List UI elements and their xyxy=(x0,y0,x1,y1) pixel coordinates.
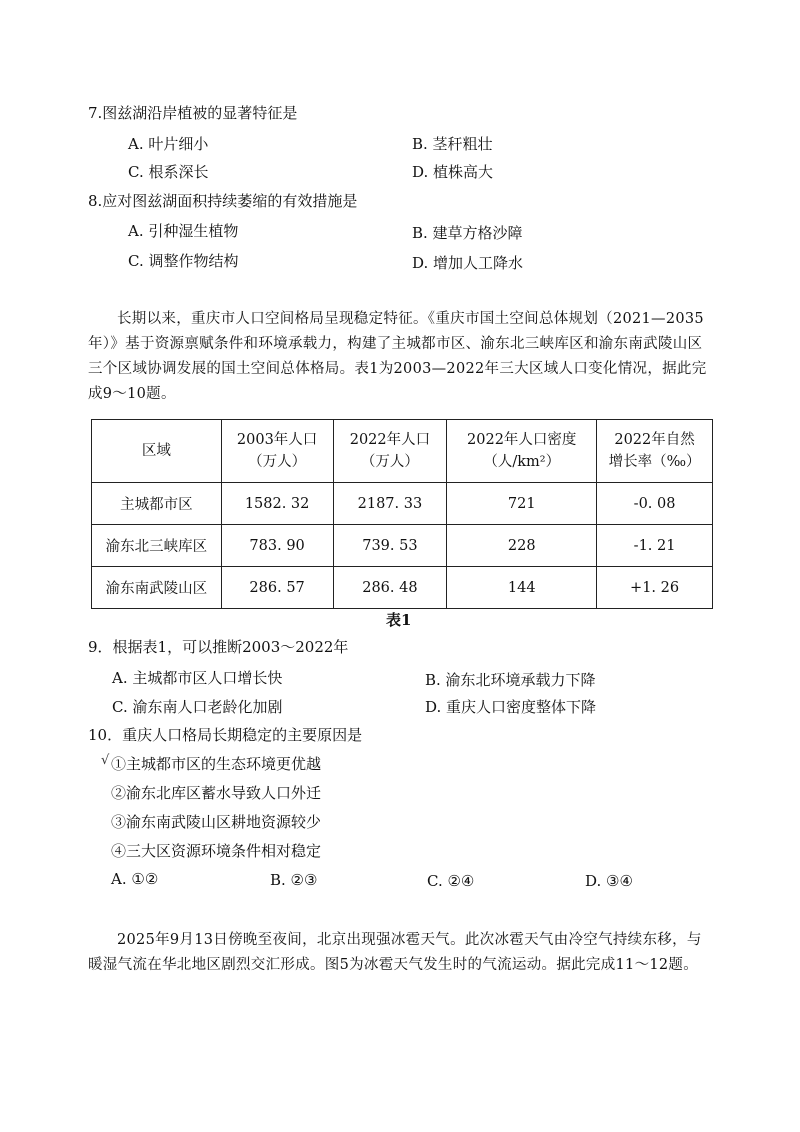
check-mark-icon: √ xyxy=(101,753,110,768)
question-10-item-3: ③渝东南武陵山区耕地资源较少 xyxy=(111,813,322,831)
table-cell-region: 渝东南武陵山区 xyxy=(92,567,222,609)
question-10-stem: 10．重庆人口格局长期稳定的主要原因是 xyxy=(88,726,363,744)
table-cell: 783. 90 xyxy=(221,525,333,567)
table-cell: +1. 26 xyxy=(597,567,713,609)
table-cell: 144 xyxy=(447,567,597,609)
question-10-item-4: ④三大区资源环境条件相对稳定 xyxy=(111,842,322,860)
question-9-option-c: C. 渝东南人口老龄化加剧 xyxy=(112,698,283,716)
table-header-cell: 2022年自然 增长率（‰） xyxy=(597,420,713,483)
question-10-item-1: ①主城都市区的生态环境更优越 xyxy=(111,755,322,773)
question-7-option-a: A. 叶片细小 xyxy=(128,135,209,153)
table-header-cell: 2022年人口 （万人） xyxy=(333,420,447,483)
table-header-cell: 2022年人口密度 （人/km²） xyxy=(447,420,597,483)
question-9-stem: 9．根据表1，可以推断2003～2022年 xyxy=(88,638,349,656)
question-9-option-d: D. 重庆人口密度整体下降 xyxy=(425,698,597,716)
table-row xyxy=(92,483,713,525)
table-cell: 286. 57 xyxy=(221,567,333,609)
question-10-item-2: ②渝东北库区蓄水导致人口外迁 xyxy=(111,784,322,802)
question-8-option-c: C. 调整作物结构 xyxy=(128,252,239,270)
question-9-option-a: A. 主城都市区人口增长快 xyxy=(112,669,283,687)
table-cell-region: 渝东北三峡库区 xyxy=(92,525,222,567)
table-header-cell: 区域 xyxy=(92,420,222,483)
question-10-option-c: C. ②④ xyxy=(427,872,475,890)
table-cell: 228 xyxy=(447,525,597,567)
table-header-cell: 2003年人口 （万人） xyxy=(221,420,333,483)
population-table xyxy=(91,419,713,609)
question-8-option-d: D. 增加人工降水 xyxy=(412,254,524,272)
table-cell-region: 主城都市区 xyxy=(92,483,222,525)
table-cell: 2187. 33 xyxy=(333,483,447,525)
question-8-stem: 8.应对图兹湖面积持续萎缩的有效措施是 xyxy=(88,192,358,210)
question-7-option-b: B. 茎秆粗壮 xyxy=(412,135,493,153)
table-cell: 739. 53 xyxy=(333,525,447,567)
question-8-option-b: B. 建草方格沙障 xyxy=(412,224,523,242)
table-caption: 表1 xyxy=(386,611,412,629)
question-7-stem: 7.图兹湖沿岸植被的显著特征是 xyxy=(88,104,298,122)
table-cell: 286. 48 xyxy=(333,567,447,609)
table-row xyxy=(92,525,713,567)
question-7-option-c: C. 根系深长 xyxy=(128,163,209,181)
question-10-option-a: A. ①② xyxy=(111,870,159,888)
question-9-option-b: B. 渝东北环境承载力下降 xyxy=(425,671,596,689)
table-cell: -1. 21 xyxy=(597,525,713,567)
table-cell: 1582. 32 xyxy=(221,483,333,525)
question-8-option-a: A. 引种湿生植物 xyxy=(128,222,239,240)
question-10-option-d: D. ③④ xyxy=(585,872,633,890)
table-cell: 721 xyxy=(447,483,597,525)
passage-chongqing-population: 长期以来，重庆市人口空间格局呈现稳定特征。《重庆市国土空间总体规划（2021—2035年）》基于资源禀赋条件和环境承载力，构建了主城都市区、渝东北三峡库区和渝东南武陵山区三个区域协调发展的国土空间总体格局。表1为2003—2022年三大区域人口变化情况，据此完成9～10题。 xyxy=(88,311,707,402)
table-cell: -0. 08 xyxy=(597,483,713,525)
question-7-option-d: D. 植株高大 xyxy=(412,163,494,181)
passage-beijing-hail: 2025年9月13日傍晚至夜间，北京出现强冰雹天气。此次冰雹天气由冷空气持续东移，与暖湿气流在华北地区剧烈交汇形成。图5为冰雹天气发生时的气流运动。据此完成11～12题。 xyxy=(88,932,702,973)
table-row xyxy=(92,567,713,609)
table-header-row xyxy=(92,420,713,483)
question-10-option-b: B. ②③ xyxy=(270,871,318,889)
